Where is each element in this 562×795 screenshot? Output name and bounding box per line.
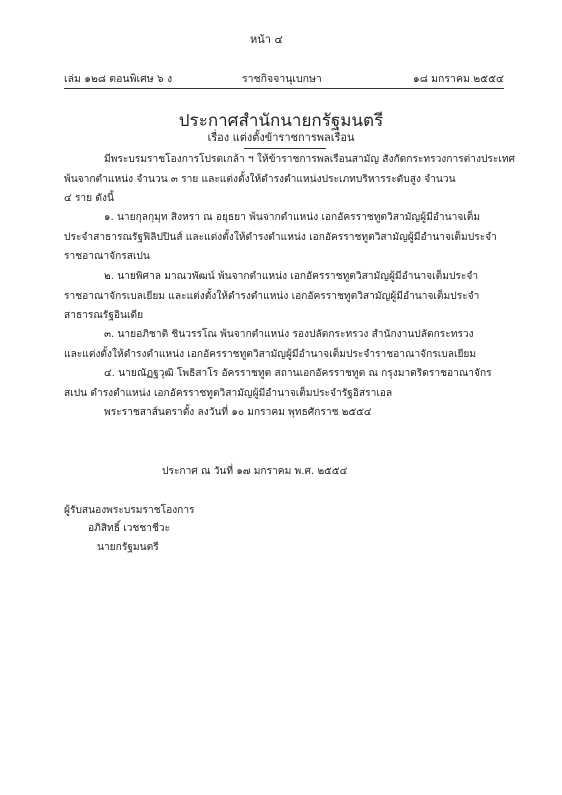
text-line: ๑. นายกุลกุมุท สิงหรา ณ อยุธยา พ้นจากตำแหน่ง เอกอัครราชทูตวิสามัญผู้มีอำนาจเต็ม (104, 212, 481, 223)
intro-paragraph (64, 150, 516, 209)
text-line: พ้นจากตำแหน่ง จำนวน ๓ ราย และแต่งตั้งให้ดำรงตำแหน่งประเภทบริหารระดับสูง จำนวน (64, 173, 456, 185)
gazette-date: ๑๘ มกราคม ๒๕๕๔ (413, 73, 504, 85)
text-line: ๒. นายพิศาล มาณวพัฒน์ พ้นจากตำแหน่ง เอกอัครราชทูตวิสามัญผู้มีอำนาจเต็มประจำ (104, 271, 479, 282)
royal-date-line: พระราชสาส์นตราตั้ง ลงวันที่ ๑๐ มกราคม พุทธศักราช ๒๕๕๔ (104, 407, 372, 418)
text-line: และแต่งตั้งให้ดำรงตำแหน่ง เอกอัครราชทูตวิสามัญผู้มีอำนาจเต็มประจำราชอาณาจักรเบลเยียม (64, 348, 477, 360)
text-line: ๔. นายณัฏฐวุฒิ โพธิสาโร อัครราชทูต สถานเอกอัครราชทูต ณ กรุงมาดริดราชอาณาจักร (104, 368, 492, 379)
countersign-label: ผู้รับสนองพระบรมราชโองการ (64, 505, 195, 516)
item-2-paragraph (64, 267, 502, 326)
announcement-date: ประกาศ ณ วันที่ ๑๗ มกราคม พ.ศ. ๒๕๕๔ (162, 466, 348, 477)
signatory-name: อภิสิทธิ์ เวชชาชีวะ (88, 523, 171, 534)
document-title: ประกาศสำนักนายกรัฐมนตรี (178, 111, 384, 131)
text-line: ราชอาณาจักรสเปน (64, 251, 150, 262)
signatory-position: นายกรัฐมนตรี (97, 542, 159, 553)
item-1-paragraph (64, 208, 502, 267)
text-line: มีพระบรมราชโองการโปรดเกล้า ฯ ให้ข้าราชการพลเรือนสามัญ สังกัดกระทรวงการต่างประเทศ (104, 154, 516, 165)
text-line: สเปน ดำรงตำแหน่ง เอกอัครราชทูตวิสามัญผู้มีอำนาจเต็มประจำรัฐอิสราเอล (64, 387, 393, 399)
page-number: หน้า ๔ (250, 33, 283, 46)
text-line: ราชอาณาจักรเบลเยียม และแต่งตั้งให้ดำรงตำแหน่ง เอกอัครราชทูตวิสามัญผู้มีอำนาจเต็มประจำ (64, 290, 480, 302)
header-divider (64, 88, 504, 89)
text-line: ประจำสาธารณรัฐฟิลิปปินส์ และแต่งตั้งให้ดำรงตำแหน่ง เอกอัครราชทูตวิสามัญผู้มีอำนาจเต็มประจำ (64, 231, 497, 243)
title-divider (244, 148, 326, 149)
text-line: ๔ ราย ดังนี้ (64, 193, 114, 204)
text-line: ๓. นายอภิชาติ ชินวรรโณ พ้นจากตำแหน่ง รองปลัดกระทรวง สำนักงานปลัดกระทรวง (104, 329, 474, 340)
gazette-name: ราชกิจจานุเบกษา (242, 73, 322, 85)
item-3-paragraph (64, 325, 502, 364)
item-4-paragraph (64, 364, 502, 423)
document-subject: เรื่อง แต่งตั้งข้าราชการพลเรือน (207, 131, 355, 144)
volume-info: เล่ม ๑๒๘ ตอนพิเศษ ๖ ง (64, 73, 173, 85)
text-line: สาธารณรัฐอินเดีย (64, 310, 144, 321)
